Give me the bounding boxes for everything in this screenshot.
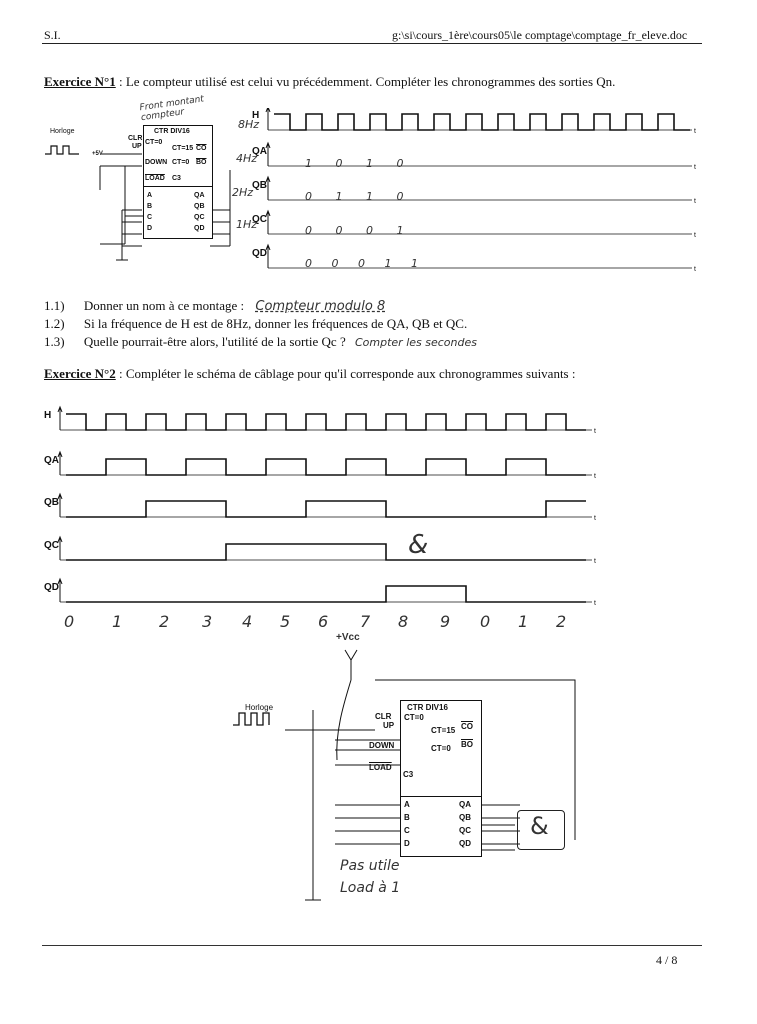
ex1-pin-load: LOAD bbox=[145, 175, 165, 182]
ex2-and-gate-symbol: & bbox=[530, 812, 549, 840]
ex1-statement bbox=[44, 74, 674, 90]
ex1-supply-label: +5V bbox=[92, 151, 103, 157]
ex2-signal-label-3: QC bbox=[44, 540, 59, 551]
ex2-pin-ct0-top: CT=0 bbox=[404, 713, 424, 722]
ex1-digits-qb: 0 1 1 0 bbox=[305, 190, 404, 203]
ex2-circle-note: & bbox=[408, 530, 429, 560]
ex2-t-label-1: t bbox=[594, 473, 596, 480]
q1-answer[interactable]: Compteur modulo 8 bbox=[255, 299, 386, 314]
header-left: S.I. bbox=[44, 28, 61, 42]
count-5: 5 bbox=[280, 612, 291, 631]
ex1-question-3 bbox=[44, 334, 684, 351]
ex2-statement bbox=[44, 366, 704, 382]
ex2-signal-label-2: QB bbox=[44, 497, 59, 508]
ex2-waveform-2 bbox=[66, 501, 586, 517]
ex1-signal-label-3: QC bbox=[252, 214, 267, 225]
q3-num: 1.3) bbox=[44, 334, 65, 349]
ex2-in-c: C bbox=[404, 826, 410, 835]
count-2: 2 bbox=[159, 612, 170, 631]
ex2-clock-label: Horloge bbox=[245, 703, 274, 712]
ex2-signal-label-4: QD bbox=[44, 582, 59, 593]
ex1-in-a: A bbox=[147, 192, 153, 199]
ex2-pin-c3: C3 bbox=[403, 770, 414, 779]
count-11: 1 bbox=[518, 612, 529, 631]
q3-text: Quelle pourrait-être alors, l'utilité de la sortie Qc ? bbox=[83, 334, 346, 349]
ex1-signal-label-2: QB bbox=[252, 180, 267, 191]
ex1-in-b: B bbox=[147, 203, 153, 210]
ex1-pin-co: $\overline{CO}$ bbox=[196, 145, 207, 152]
ex1-pin-ct0-top: CT=0 bbox=[145, 139, 163, 146]
ex1-signal-label-1: QA bbox=[252, 146, 267, 157]
ex1-digits-qa: 1 0 1 0 bbox=[305, 157, 404, 170]
ex1-signal-label-0: H bbox=[252, 110, 260, 121]
ex2-out-qc: QC bbox=[459, 826, 471, 835]
ex1-out-qa: QA bbox=[194, 192, 205, 199]
ex2-out-qb: QB bbox=[459, 813, 471, 822]
count-9: 9 bbox=[440, 612, 451, 631]
q2-text: Si la fréquence de H est de 8Hz, donner les fréquences de QA, QB et QC. bbox=[83, 316, 468, 331]
ex1-annotation: Front montant compteur bbox=[139, 94, 205, 124]
ex1-t-label-0: t bbox=[694, 128, 696, 135]
q1-num: 1.1) bbox=[44, 298, 65, 313]
count-10: 0 bbox=[480, 612, 491, 631]
header-rule bbox=[42, 43, 702, 44]
ex1-title: Exercice N°1 bbox=[44, 74, 116, 89]
ex1-question-1 bbox=[44, 298, 684, 315]
ex2-waveform-4 bbox=[66, 586, 586, 602]
ex2-vcc: +Vcc bbox=[336, 632, 360, 643]
ex2-out-qd: QD bbox=[459, 839, 471, 848]
count-0: 0 bbox=[64, 612, 75, 631]
ex2-note-line2: Load à 1 bbox=[340, 880, 401, 896]
q2-num: 1.2) bbox=[44, 316, 65, 331]
ex2-pin-down: DOWN bbox=[369, 741, 395, 750]
page-number: 4 / 8 bbox=[656, 953, 678, 967]
ex2-in-b: B bbox=[404, 813, 410, 822]
ex1-pin-up: UP bbox=[132, 143, 142, 150]
q3-answer[interactable]: Compter les secondes bbox=[354, 336, 477, 349]
ex1-chip-title: CTR DIV16 bbox=[154, 128, 190, 135]
ex2-waveform-3 bbox=[66, 544, 586, 560]
ex1-out-qc: QC bbox=[194, 214, 205, 221]
ex1-freq-4hz: 4Hz bbox=[236, 152, 258, 165]
ex1-pin-down: DOWN bbox=[145, 159, 168, 166]
ex2-waveform-1 bbox=[66, 459, 586, 475]
ex2-counter-chip bbox=[369, 700, 482, 857]
header-right: g:\si\cours_1ère\cours05\le comptage\comptage_fr_eleve.doc bbox=[392, 28, 688, 42]
ex1-in-d: D bbox=[147, 225, 153, 232]
ex1-t-label-2: t bbox=[694, 198, 696, 205]
count-3: 3 bbox=[202, 612, 213, 631]
count-4: 4 bbox=[242, 612, 253, 631]
q1-text: Donner un nom à ce montage : bbox=[83, 298, 245, 313]
ex1-t-label-3: t bbox=[694, 232, 696, 239]
count-12: 2 bbox=[556, 612, 567, 631]
ex2-note-line1: Pas utile bbox=[340, 858, 400, 874]
ex1-pin-ct15: CT=15 bbox=[172, 145, 194, 152]
ex2-t-label-4: t bbox=[594, 600, 596, 607]
ex2-pin-co: $\overline{CO}$ bbox=[461, 722, 473, 731]
ex1-signal-label-4: QD bbox=[252, 248, 267, 259]
ex1-pin-ct0: CT=0 bbox=[172, 159, 190, 166]
ex1-pin-bo: $\overline{BO}$ bbox=[196, 159, 207, 166]
ex1-clock-label: Horloge bbox=[50, 128, 75, 135]
ex1-digits-qc: 0 0 0 1 bbox=[305, 224, 404, 237]
footer-rule bbox=[42, 945, 702, 946]
ex1-out-qd: QD bbox=[194, 225, 205, 232]
ex2-text: : Compléter le schéma de câblage pour qu'il corresponde aux chronogrammes suivants : bbox=[115, 366, 576, 381]
ex2-signal-label-1: QA bbox=[44, 455, 59, 466]
ex1-in-c: C bbox=[147, 214, 153, 221]
ex1-chip-divider bbox=[144, 186, 212, 187]
ex1-text: : Le compteur utilisé est celui vu précédemment. Compléter les chronogrammes des sorties Qn. bbox=[115, 74, 616, 89]
ex2-in-a: A bbox=[404, 800, 410, 809]
ex1-out-qb: QB bbox=[194, 203, 205, 210]
ex2-pin-ct0: CT=0 bbox=[431, 744, 451, 753]
ex2-t-label-0: t bbox=[594, 428, 596, 435]
ex2-count-row bbox=[62, 612, 582, 636]
ex2-waveform-0 bbox=[66, 414, 586, 430]
ex2-pin-ct15: CT=15 bbox=[431, 726, 456, 735]
ex1-pin-c3: C3 bbox=[172, 175, 181, 182]
ex2-out-qa: QA bbox=[459, 800, 471, 809]
ex2-t-label-2: t bbox=[594, 515, 596, 522]
ex1-counter-chip bbox=[128, 125, 213, 239]
ex2-pin-clr: CLR bbox=[375, 712, 392, 721]
count-8: 8 bbox=[398, 612, 409, 631]
ex2-pin-load: LOAD bbox=[369, 763, 392, 772]
count-1: 1 bbox=[112, 612, 123, 631]
ex2-pin-up: UP bbox=[383, 721, 395, 730]
ex1-question-2 bbox=[44, 316, 684, 332]
ex2-t-label-3: t bbox=[594, 558, 596, 565]
ex1-freq-2hz: 2Hz bbox=[232, 186, 254, 199]
count-7: 7 bbox=[360, 612, 371, 631]
ex1-pin-clr: CLR bbox=[128, 135, 143, 142]
ex2-chip-divider bbox=[401, 796, 481, 797]
ex1-waveform-0 bbox=[274, 114, 690, 130]
ex1-freq-8hz: 8Hz bbox=[238, 118, 260, 131]
ex1-t-label-4: t bbox=[694, 266, 696, 273]
ex1-digits-qd: 0 0 0 1 1 bbox=[305, 257, 418, 270]
ex2-chip-title: CTR DIV16 bbox=[407, 703, 448, 712]
ex2-signal-label-0: H bbox=[44, 410, 52, 421]
ex2-timing-diagram bbox=[40, 395, 600, 620]
ex1-freq-1hz: 1Hz bbox=[236, 218, 258, 231]
ex2-title: Exercice N°2 bbox=[44, 366, 116, 381]
count-6: 6 bbox=[318, 612, 329, 631]
ex2-pin-bo: $\overline{BO}$ bbox=[461, 740, 473, 749]
ex1-t-label-1: t bbox=[694, 164, 696, 171]
ex2-in-d: D bbox=[404, 839, 410, 848]
